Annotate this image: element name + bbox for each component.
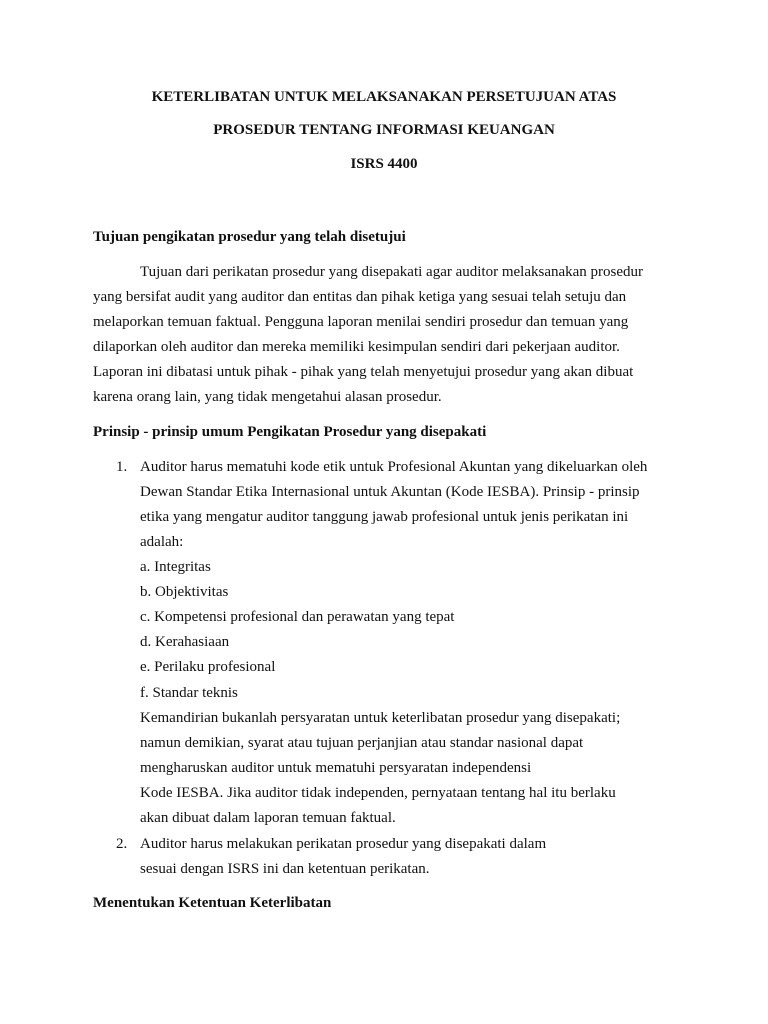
paragraph-line: Tujuan dari perikatan prosedur yang disepakati agar auditor melaksanakan prosedur xyxy=(140,264,644,280)
paragraph-line: dilaporkan oleh auditor dan mereka memiliki kesimpulan sendiri dari pekerjaan auditor. xyxy=(93,339,620,355)
sub-item-kompetensi: c. Kompetensi profesional dan perawatan yang tepat xyxy=(140,609,455,625)
paragraph-line: karena orang lain, yang tidak mengetahui alasan prosedur. xyxy=(93,389,442,405)
list-item-line: Auditor harus mematuhi kode etik untuk Profesional Akuntan yang dikeluarkan oleh xyxy=(140,459,648,475)
sub-item-objektivitas: b. Objektivitas xyxy=(140,584,229,600)
section-heading-tujuan: Tujuan pengikatan prosedur yang telah disetujui xyxy=(93,229,406,245)
paragraph-line: melaporkan temuan faktual. Pengguna laporan menilai sendiri prosedur dan temuan yang xyxy=(93,314,629,330)
list-item-line: mengharuskan auditor untuk mematuhi persyaratan independensi xyxy=(140,760,532,776)
sub-item-kerahasiaan: d. Kerahasiaan xyxy=(140,634,230,650)
section-heading-ketentuan: Menentukan Ketentuan Keterlibatan xyxy=(93,895,332,911)
paragraph-line: Laporan ini dibatasi untuk pihak - pihak yang telah menyetujui prosedur yang akan dibuat xyxy=(93,364,634,380)
sub-item-perilaku: e. Perilaku profesional xyxy=(140,659,276,675)
list-item-line: namun demikian, syarat atau tujuan perjanjian atau standar nasional dapat xyxy=(140,735,584,751)
list-number-2: 2. xyxy=(116,836,128,852)
list-item-line: Kode IESBA. Jika auditor tidak independen, pernyataan tentang hal itu berlaku xyxy=(140,785,616,801)
sub-item-integritas: a. Integritas xyxy=(140,559,211,575)
list-item-line: akan dibuat dalam laporan temuan faktual. xyxy=(140,810,396,826)
list-number-1: 1. xyxy=(116,459,128,475)
section-heading-prinsip: Prinsip - prinsip umum Pengikatan Prosedur yang disepakati xyxy=(93,424,487,440)
sub-item-standar: f. Standar teknis xyxy=(140,685,238,701)
list-item-line: Kemandirian bukanlah persyaratan untuk keterlibatan prosedur yang disepakati; xyxy=(140,710,621,726)
document-title-code: ISRS 4400 xyxy=(350,156,418,172)
document-title-line-2: PROSEDUR TENTANG INFORMASI KEUANGAN xyxy=(213,122,555,138)
list-item-line: Dewan Standar Etika Internasional untuk Akuntan (Kode IESBA). Prinsip - prinsip xyxy=(140,484,640,500)
list-item-line: sesuai dengan ISRS ini dan ketentuan perikatan. xyxy=(140,861,430,877)
list-item-line: adalah: xyxy=(140,534,184,550)
list-item-line: etika yang mengatur auditor tanggung jawab profesional untuk jenis perikatan ini xyxy=(140,509,629,525)
document-title-line-1: KETERLIBATAN UNTUK MELAKSANAKAN PERSETUJUAN ATAS xyxy=(151,89,617,105)
list-item-line: Auditor harus melakukan perikatan prosedur yang disepakati dalam xyxy=(140,836,547,852)
paragraph-line: yang bersifat audit yang auditor dan entitas dan pihak ketiga yang sesuai telah setuju dan xyxy=(93,289,627,305)
